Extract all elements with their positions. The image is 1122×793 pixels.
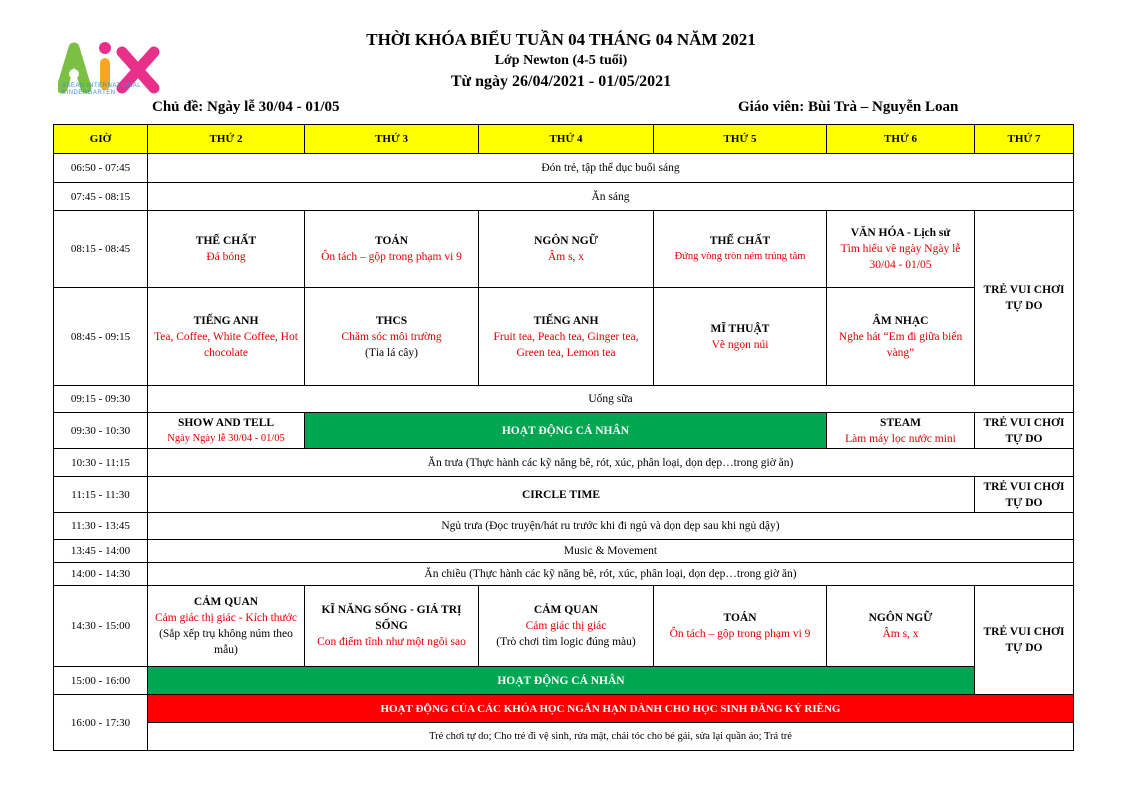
time-cell: 07:45 - 08:15 [54, 183, 148, 211]
subject-title: MĨ THUẬT [710, 322, 770, 335]
subject-title: THỂ CHẤT [195, 235, 257, 247]
time-cell: 09:15 - 09:30 [54, 386, 148, 413]
activity-cell [654, 586, 827, 667]
subject-detail: Cảm giác thị giác - Kích thước [155, 612, 297, 624]
subject-title: NGÔN NGỮ [868, 612, 933, 624]
individual-activity-banner: HOẠT ĐỘNG CÁ NHÂN [148, 667, 975, 695]
class-name: Lớp Newton (4-5 tuổi) [494, 53, 628, 68]
activity-cell [654, 211, 827, 288]
activity-cell: Ăn trưa (Thực hành các kỹ năng bê, rót, xúc, phân loại, dọn dẹp…trong giờ ăn) [148, 449, 1074, 477]
table-row [54, 563, 1074, 586]
table-row [54, 695, 1074, 723]
col-header: THỨ 3 [305, 125, 479, 154]
subject-detail: Fruit tea, Peach tea, Ginger tea, Green tea, Lemon tea [493, 330, 639, 359]
table-row [54, 513, 1074, 540]
subject-title: VĂN HÓA - Lịch sử [850, 227, 951, 239]
table-row [54, 386, 1074, 413]
subject-detail: Ôn tách – gộp trong phạm vi 9 [321, 251, 462, 263]
table-row [54, 288, 1074, 386]
activity-cell [827, 413, 975, 449]
time-cell: 16:00 - 17:30 [54, 695, 148, 751]
time-cell: 08:15 - 08:45 [54, 211, 148, 288]
activity-cell [654, 288, 827, 386]
activity-cell: Music & Movement [148, 540, 1074, 563]
activity-cell: Đón trẻ, tập thể dục buổi sáng [148, 154, 1074, 183]
time-cell: 11:30 - 13:45 [54, 513, 148, 540]
subject-title: STEAM [880, 416, 921, 429]
time-cell: 14:00 - 14:30 [54, 563, 148, 586]
activity-cell: Ngủ trưa (Đọc truyện/hát ru trước khi đi ngủ và dọn dẹp sau khi ngủ dậy) [148, 513, 1074, 540]
table-row [54, 540, 1074, 563]
activity-cell [305, 288, 479, 386]
short-course-banner: HOẠT ĐỘNG CỦA CÁC KHÓA HỌC NGẮN HẠN DÀNH CHO HỌC SINH ĐĂNG KÝ RIÊNG [148, 695, 1074, 723]
header-row [54, 125, 1074, 154]
date-range: Từ ngày 26/04/2021 - 01/05/2021 [450, 73, 672, 90]
subject-detail: Ôn tách – gộp trong phạm vi 9 [669, 628, 811, 640]
activity-cell [479, 211, 654, 288]
activity-cell: Trẻ chơi tự do; Cho trẻ đi vệ sinh, rửa mặt, chải tóc cho bé gái, sửa lại quần áo; Trả trẻ [148, 723, 1074, 751]
table-row [54, 723, 1074, 751]
free-play-cell: TRẺ VUI CHƠI TỰ DO [975, 211, 1074, 386]
subject-title: TIẾNG ANH [533, 314, 599, 327]
activity-cell [305, 586, 479, 667]
subject-title: KĨ NĂNG SỐNG - GIÁ TRỊ SỐNG [321, 604, 462, 632]
activity-cell [148, 288, 305, 386]
free-play-cell: TRẺ VUI CHƠI TỰ DO [975, 586, 1074, 695]
subject-title: CẢM QUAN [193, 596, 259, 608]
subject-title: THCS [375, 314, 408, 327]
topic: Chủ đề: Ngày lễ 30/04 - 01/05 [152, 99, 340, 115]
subject-title: SHOW AND TELL [177, 416, 275, 429]
subject-detail: Âm s, x [882, 628, 919, 640]
time-cell: 11:15 - 11:30 [54, 477, 148, 513]
free-play-cell: TRẺ VUI CHƠI TỰ DO [975, 477, 1074, 513]
time-cell: 13:45 - 14:00 [54, 540, 148, 563]
table-row [54, 211, 1074, 288]
subject-detail: Cảm giác thị giác [525, 620, 607, 632]
activity-cell [827, 288, 975, 386]
time-cell: 10:30 - 11:15 [54, 449, 148, 477]
subject-title: TOÁN [374, 235, 409, 247]
activity-cell [148, 586, 305, 667]
table-row [54, 154, 1074, 183]
subject-note: (Sắp xếp trụ không núm theo mẫu) [159, 628, 293, 656]
table-row [54, 413, 1074, 449]
col-header: GIỜ [54, 125, 148, 154]
activity-cell: Uống sữa [148, 386, 1074, 413]
subject-title: ÂM NHẠC [872, 314, 929, 327]
page-title: THỜI KHÓA BIỂU TUẦN 04 THÁNG 04 NĂM 2021 [366, 30, 756, 49]
teachers: Giáo viên: Bùi Trà – Nguyễn Loan [738, 99, 959, 115]
subject-detail: Đá bóng [206, 251, 246, 263]
free-play-cell: TRẺ VUI CHƠI TỰ DO [975, 413, 1074, 449]
col-header: THỨ 6 [827, 125, 975, 154]
activity-cell [827, 586, 975, 667]
subject-detail: Con điểm tĩnh như một ngôi sao [317, 636, 466, 648]
activity-cell: Ăn chiều (Thực hành các kỹ năng bê, rót, xúc, phân loại, dọn dẹp…trong giờ ăn) [148, 563, 1074, 586]
activity-cell [827, 211, 975, 288]
table-row [54, 449, 1074, 477]
table-row [54, 667, 1074, 695]
subject-detail: Tea, Coffee, White Coffee, Hot chocolate [154, 330, 298, 359]
logo-caption: ASEAN INTERNATIONAL KINDERGARTEN [62, 83, 141, 96]
col-header: THỨ 4 [479, 125, 654, 154]
circle-time-cell: CIRCLE TIME [148, 477, 975, 513]
activity-cell [479, 586, 654, 667]
subject-note: (Tỉa lá cây) [365, 346, 418, 359]
subject-title: THỂ CHẤT [709, 235, 771, 247]
subject-detail: Làm máy lọc nước mini [845, 432, 956, 445]
col-header: THỨ 7 [975, 125, 1074, 154]
table-row [54, 586, 1074, 667]
time-cell: 06:50 - 07:45 [54, 154, 148, 183]
timetable [53, 124, 1074, 751]
table-row [54, 477, 1074, 513]
activity-cell [148, 211, 305, 288]
subject-detail: Âm s, x [547, 251, 585, 263]
time-cell: 09:30 - 10:30 [54, 413, 148, 449]
subject-title: NGÔN NGỮ [534, 235, 598, 247]
subject-title: CẢM QUAN [533, 604, 599, 616]
subject-detail: Đứng vòng tròn ném trúng tâm [674, 251, 806, 262]
subject-detail: Nghe hát “Em đi giữa biển vàng” [838, 330, 963, 359]
subject-title: TOÁN [723, 612, 757, 624]
col-header: THỨ 5 [654, 125, 827, 154]
col-header: THỨ 2 [148, 125, 305, 154]
subject-detail: Ngày Ngày lễ 30/04 - 01/05 [167, 432, 285, 444]
individual-activity-banner: HOẠT ĐỘNG CÁ NHÂN [305, 413, 827, 449]
table-row [54, 183, 1074, 211]
activity-cell [148, 413, 305, 449]
activity-cell [305, 211, 479, 288]
subject-detail: Chăm sóc môi trường [341, 330, 442, 343]
subject-note: (Trò chơi tìm logic đúng màu) [496, 636, 636, 648]
activity-cell [479, 288, 654, 386]
subject-detail: Tìm hiểu về ngày Ngày lễ 30/04 - 01/05 [840, 243, 961, 271]
subject-detail: Vẽ ngọn núi [711, 338, 769, 351]
time-cell: 15:00 - 16:00 [54, 667, 148, 695]
subject-title: TIẾNG ANH [193, 314, 259, 327]
activity-cell: Ăn sáng [148, 183, 1074, 211]
time-cell: 08:45 - 09:15 [54, 288, 148, 386]
time-cell: 14:30 - 15:00 [54, 586, 148, 667]
